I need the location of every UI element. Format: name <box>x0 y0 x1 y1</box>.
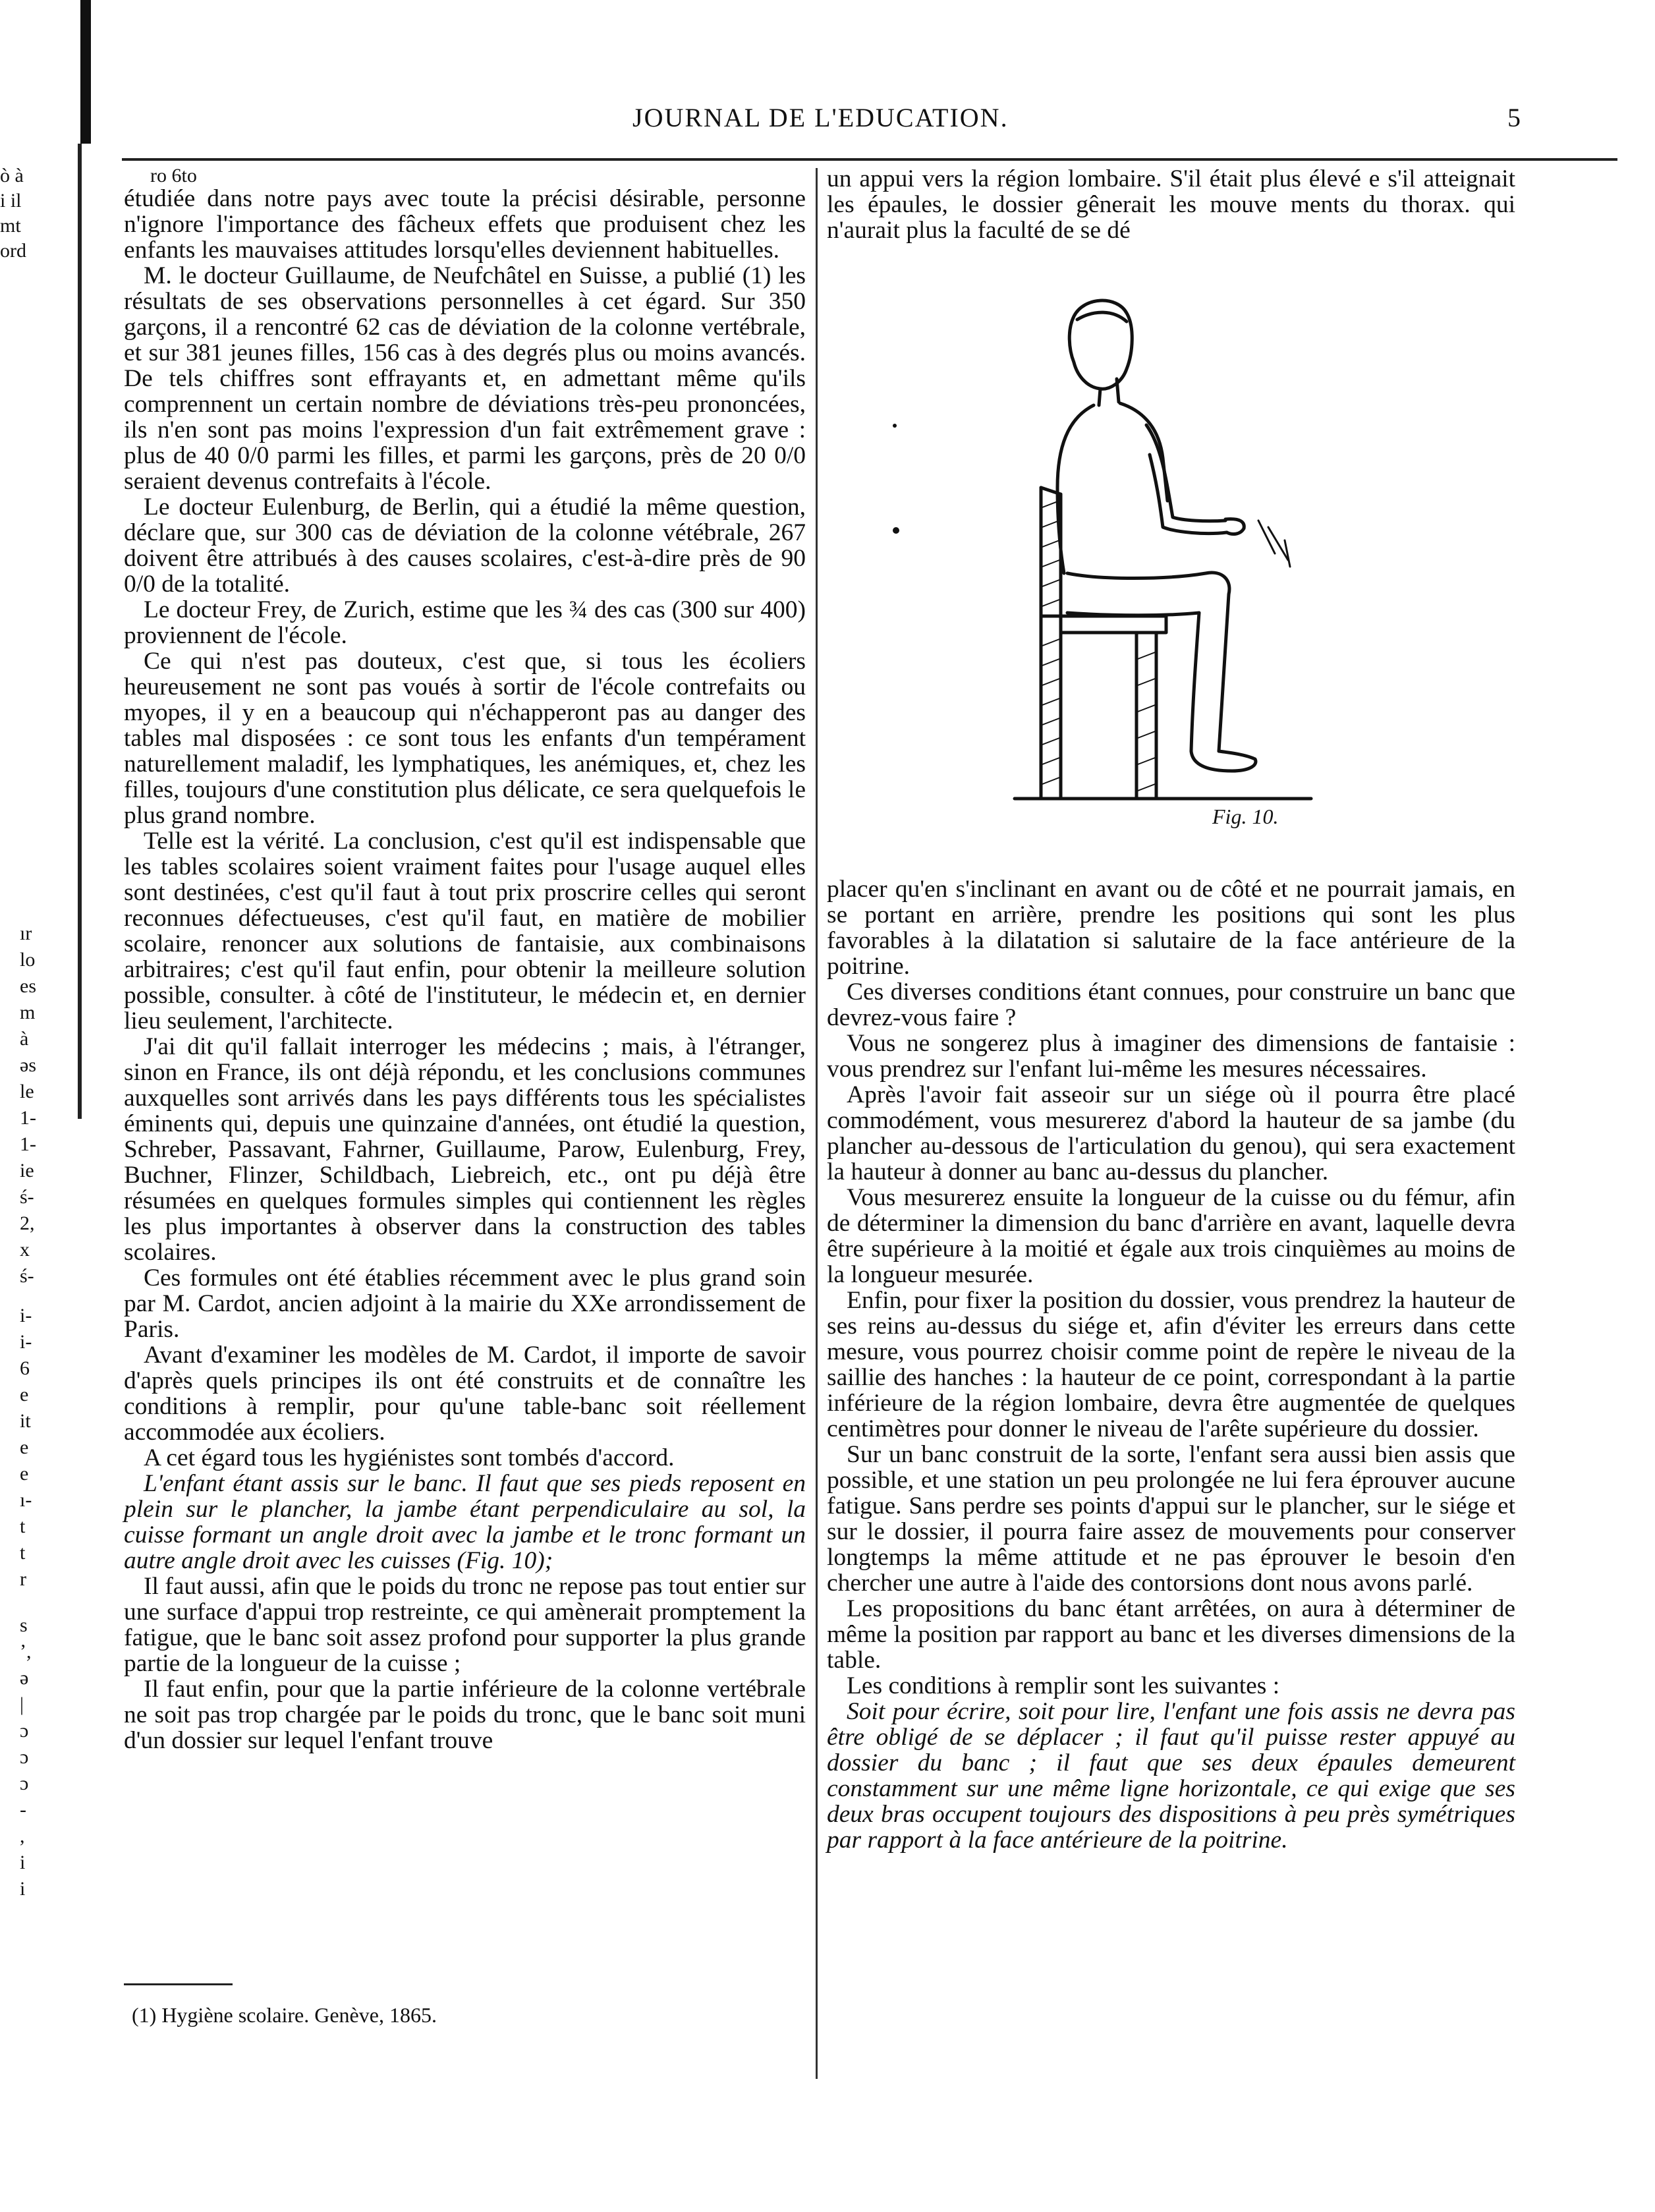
margin-line <box>78 144 82 1119</box>
margin-fragment: s <box>20 1614 28 1636</box>
footnote: (1) Hygiène scolaire. Genève, 1865. <box>132 2003 437 2027</box>
paragraph: Ces diverses conditions étant connues, pour construire un banc que devrez-vous faire ? <box>827 978 1515 1031</box>
margin-fragment: i- <box>20 1305 32 1326</box>
margin-fragment: x <box>20 1239 30 1261</box>
paragraph: Après l'avoir fait asseoir sur un siége où il pourra être placé commodément, vous mesurerez d'abord la hauteur de sa jambe (du plancher au-dessous de l'articulation du genou), qui sera exactement la hauteur à donner au banc au-dessus du plancher. <box>827 1081 1515 1185</box>
margin-fragment: | <box>20 1693 24 1715</box>
margin-fragment: ś- <box>20 1186 34 1208</box>
paragraph-continued: placer qu'en s'inclinant en avant ou de côté et ne pourrait jamais, en se portant en arrière, prendre les positions qui sont les plus favorables à la dilatation si salutaire de la face antérieure de la poitrine. <box>827 876 1515 980</box>
paragraph: Telle est la vérité. La conclusion, c'est qu'il est indispensable que les tables scolaires soient vraiment faites pour l'usage auquel elles sont destinées, c'est qu'il faut à tout prix proscrire celles qui seront reconnues défectueuses, c'est qu'il faut, en matière de mobilier scolaire, renoncer aux solutions de fantaisie, aux combinaisons arbitraires; c'est qu'il faut enfin, pour obtenir la meilleure solution possible, consulter. à côté de l'instituteur, le médecin et, en dernier lieu seulement, l'architecte. <box>124 828 806 1035</box>
margin-fragment: ɔ <box>20 1772 29 1794</box>
margin-fragment: es <box>20 975 36 997</box>
paragraph: Enfin, pour fixer la position du dossier, vous prendrez la hauteur de ses reins au-dessus du siége et, afin d'éviter les erreurs dans cette mesure, vous pourrez choisir comme point de repère le niveau de la saillie des hanches : la hauteur de ce point, correspondant à la partie inférieure de la région lombaire, devra être augmentée de quelques centimètres pour donner le niveau de l'arête supérieure du dossier. <box>827 1287 1515 1442</box>
paragraph: Ces formules ont été établies récemment avec le plus grand soin par M. Cardot, ancien adjoint à la mairie du XXe arrondissement de Paris. <box>124 1264 806 1343</box>
margin-fragment: ə <box>20 1667 29 1689</box>
margin-fragment: əs <box>20 1054 36 1076</box>
paragraph: Vous ne songerez plus à imaginer des dimensions de fantaisie : vous prendrez sur l'enfant lui-même les mesures nécessaires. <box>827 1030 1515 1083</box>
paragraph: A cet égard tous les hygiénistes sont tombés d'accord. <box>144 1444 675 1471</box>
margin-fragment: r <box>20 1568 26 1590</box>
margin-fragment: ord <box>0 240 26 262</box>
running-header <box>632 102 1555 142</box>
margin-fragment: ś- <box>20 1265 34 1287</box>
margin-fragment: ò à <box>0 165 24 186</box>
paragraph: Les conditions à remplir sont les suivantes : <box>847 1672 1280 1699</box>
margin-fragment: ɔ <box>20 1746 29 1768</box>
paragraph: Les propositions du banc étant arrêtées, on aura à déterminer de même la position par rapport au banc et les diverses dimensions de la table. <box>827 1595 1515 1674</box>
margin-fragment: 2, <box>20 1212 35 1234</box>
paragraph: Avant d'examiner les modèles de M. Cardot, il importe de savoir d'après quels principes ils ont été construits et de connaître les conditions à remplir, pour qu'une table-banc soit réellement accommodée aux écoliers. <box>124 1342 806 1446</box>
paragraph-continued: un appui vers la région lombaire. S'il était plus élevé e s'il atteignait les épaules, le dossier gênerait les mouve ments du thorax. qui n'aurait plus la faculté de se dé <box>827 165 1515 244</box>
margin-fragment: à <box>20 1028 29 1050</box>
header-rule <box>122 158 1617 161</box>
column-divider <box>816 168 818 2079</box>
child-illustration <box>1015 300 1311 799</box>
margin-fragment: lo <box>20 949 36 971</box>
margin-bar <box>80 0 91 144</box>
margin-fragment: ʼ, <box>20 1641 32 1662</box>
margin-fragment: ı- <box>20 1489 32 1511</box>
paragraph: Sur un banc construit de la sorte, l'enfant sera aussi bien assis que possible, et une station un peu prolongée ne lui fera éprouver aucune fatigue. Sans perdre ses points d'appui sur le plancher, sur le siége et sur le dossier, il pourra faire assez de mouvements pour conserver longtemps la même attitude et ne pas éprouver le besoin d'en chercher une autre à l'aide des contorsions dont nous avons parlé. <box>827 1441 1515 1597</box>
paragraph: Il faut enfin, pour que la partie inférieure de la colonne vertébrale ne soit pas trop chargée par le poids du tronc, que le banc soit muni d'un dossier sur lequel l'enfant trouve <box>124 1676 806 1754</box>
margin-fragment: t <box>20 1516 26 1537</box>
margin-fragment: 6 <box>20 1357 30 1379</box>
page-number: 5 <box>1507 103 1522 132</box>
margin-fragment: e <box>20 1436 29 1458</box>
margin-fragment: e <box>20 1384 29 1405</box>
footnote-rule <box>124 1983 233 1985</box>
margin-fragment: ır <box>20 922 32 944</box>
margin-fragment: le <box>20 1081 34 1102</box>
paragraph: Vous mesurerez ensuite la longueur de la cuisse ou du fémur, afin de déterminer la dimension du banc d'arrière en avant, laquelle devra être supérieure à la moitié et égale aux trois cinquièmes au moins de la longueur mesurée. <box>827 1184 1515 1288</box>
margin-fragment: , <box>20 1825 25 1847</box>
margin-fragment: t <box>20 1542 26 1564</box>
margin-fragment: m <box>20 1002 36 1023</box>
paragraph: Il faut aussi, afin que le poids du tronc ne repose pas tout entier sur une surface d'appui trop restreinte, ce qui amènerait promptement la fatigue, que le banc soit assez profond pour supporter la plus grande partie de la longueur de la cuisse ; <box>124 1573 806 1677</box>
paragraph: Ce qui n'est pas douteux, c'est que, si tous les écoliers heureusement ne sont pas voués à sortir de l'école contrefaits ou myopes, il y en a beaucoup qui n'échapperont pas au danger des tables mal disposées : ce sont tous les enfants d'un tempérament naturellement maladif, les lymphatiques, les anémiques, et, chez les filles, toujours d'une constitution plus délicate, ce sera quelquefois le plus grand nombre. <box>124 648 806 829</box>
journal-title: JOURNAL DE L'EDUCATION. <box>632 103 1009 132</box>
margin-fragment: it <box>20 1410 31 1432</box>
figure-caption: Fig. 10. <box>1212 805 1279 828</box>
margin-fragment: i <box>20 1878 26 1900</box>
speck <box>893 527 899 534</box>
margin-fragment: 1- <box>20 1107 36 1129</box>
left-column <box>124 166 806 1753</box>
margin-fragment: ie <box>20 1160 34 1181</box>
margin-fragment: i il <box>0 190 22 212</box>
paragraph-fragment: ro 6to <box>150 165 197 186</box>
paragraph: J'ai dit qu'il fallait interroger les médecins ; mais, à l'étranger, sinon en France, ils ont déjà répondu, et les conclusions communes auxquelles sont arrivés dans les pays différents tous les spécialistes éminents qui, depuis une quinzaine d'années, ont étudié la question, Schreber, Passavant, Fahrner, Guillaume, Parow, Eulenburg, Frey, Buchner, Flinzer, Schildbach, Liebreich, etc., ont pu déjà être résumées en quelques formules simples qui contiennent les règles les plus importantes à observer dans la construction des tables scolaires. <box>124 1033 806 1266</box>
right-column-top <box>827 166 1515 243</box>
margin-fragment: - <box>20 1799 26 1821</box>
figure-seated-child <box>995 290 1337 830</box>
paragraph: Le docteur Frey, de Zurich, estime que les ¾ des cas (300 sur 400) proviennent de l'école. <box>124 596 806 649</box>
margin-fragment: ɔ <box>20 1720 29 1742</box>
paragraph-italic: Soit pour écrire, soit pour lire, l'enfant une fois assis ne devra pas être obligé de se déplacer ; il faut qu'il puisse rester appuyé au dossier du banc ; il faut que ses deux épaules demeurent constamment sur une même ligne horizontale, ce qui exige que ses deux bras occupent toujours des dispositions à peu près symétriques par rapport à la face antérieure de la poitrine. <box>827 1698 1515 1854</box>
paragraph: étudiée dans notre pays avec toute la précisi désirable, personne n'ignore l'importance des fâcheux effets que produisent chez les enfants les mauvaises attitudes lorsqu'elles deviennent habituelles. <box>124 185 806 264</box>
right-column <box>827 876 1515 1853</box>
paragraph-italic: L'enfant étant assis sur le banc. Il faut que ses pieds reposent en plein sur le plancher, la jambe étant perpendiculaire au sol, la cuisse formant un angle droit avec la jambe et le tronc formant un autre angle droit avec les cuisses (Fig. 10); <box>124 1470 806 1574</box>
margin-fragment: e <box>20 1463 29 1485</box>
margin-fragment: i- <box>20 1331 32 1353</box>
margin-fragment: i <box>20 1852 26 1873</box>
margin-fragment: mt <box>0 215 21 237</box>
speck <box>893 424 897 428</box>
paragraph: Le docteur Eulenburg, de Berlin, qui a étudié la même question, déclare que, sur 300 cas de déviation de la colonne vétébrale, 267 doivent être attribués à des causes scolaires, c'est-à-dire près de 90 0/0 de la totalité. <box>124 494 806 598</box>
margin-fragment: 1- <box>20 1133 36 1155</box>
paragraph: M. le docteur Guillaume, de Neufchâtel en Suisse, a publié (1) les résultats de ses observations personnelles à cet égard. Sur 350 garçons, il a rencontré 62 cas de déviation de la colonne vertébrale, et sur 381 jeunes filles, 156 cas à des degrés plus ou moins avancés. De tels chiffres sont effrayants et, en admettant même qu'ils comprennent un certain nombre de déviations très-peu prononcées, ils n'en sont pas moins l'expression d'un fait extrêmement grave : plus de 40 0/0 parmi les filles, et parmi les garçons, près de 20 0/0 seraient devenus contrefaits à l'école. <box>124 262 806 495</box>
